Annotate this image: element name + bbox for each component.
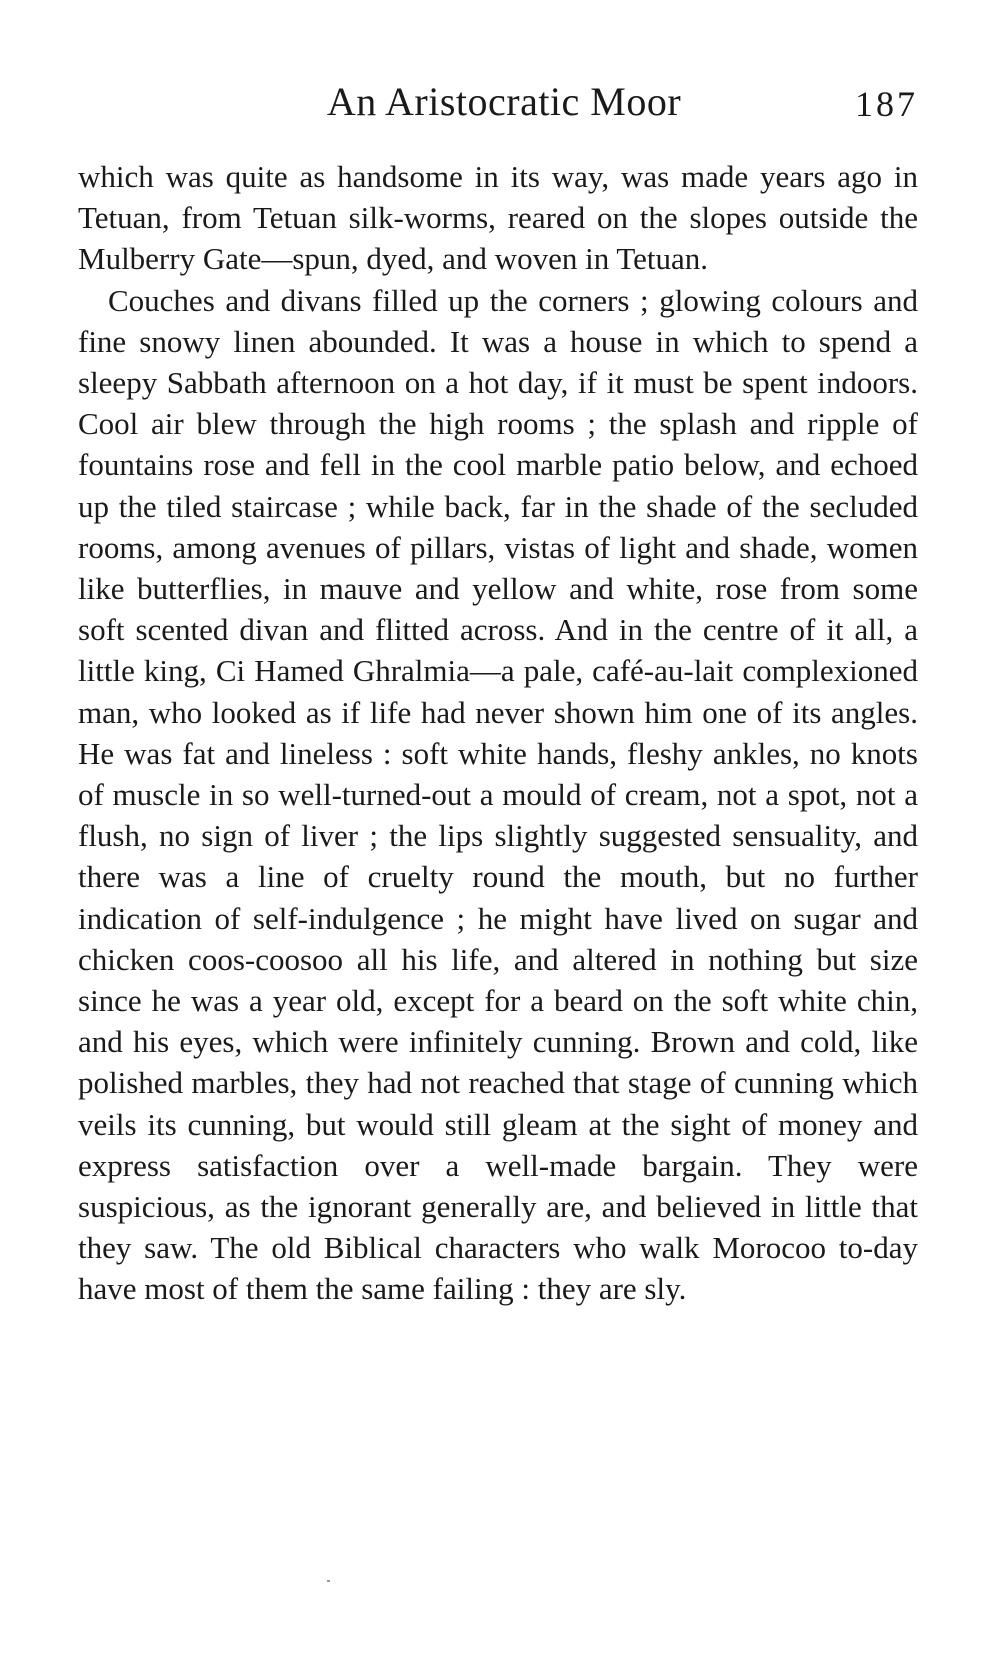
- paragraph: Couches and divans filled up the corners ; glowing colours and fine snowy linen abounded. It was a house in which to spend a sleepy Sabbath afternoon on a hot day, if it must be spent indoors. Cool air blew through the high rooms ; the splash and ripple of fountains rose and fell in the cool marble patio below, and echoed up the tiled staircase ; while back, far in the shade of the secluded rooms, among avenues of pillars, vistas of light and shade, women like butterflies, in mauve and yellow and white, rose from some soft scented divan and flitted across. And in the centre of it all, a little king, Ci Hamed Ghralmia—a pale, café-au-lait complexioned man, who looked as if life had never shown him one of its angles. He was fat and lineless : soft white hands, fleshy ankles, no knots of muscle in so well-turned-out a mould of cream, not a spot, not a flush, no sign of liver ; the lips slightly suggested sensuality, and there was a line of cruelty round the mouth, but no further indication of self-indulgence ; he might have lived on sugar and chicken coos-coosoo all his life, and altered in nothing but size since he was a year old, except for a beard on the soft white chin, and his eyes, which were infinitely cunning. Brown and cold, like polished marbles, they had not reached that stage of cunning which veils its cunning, but would still gleam at the sight of money and express satisfaction over a well-made bargain. They were suspicious, as the ignorant generally are, and believed in little that they saw. The old Biblical characters who walk Morocoo to-day have most of them the same failing : they are sly.: [78, 282, 918, 1307]
- body-text: [78, 156, 918, 1310]
- paragraph-continued: which was quite as handsome in its way, was made years ago in Tetuan, from Tetuan silk-worms, reared on the slopes outside the Mulberry Gate—spun, dyed, and woven in Tetuan.: [78, 159, 918, 277]
- running-head: [0, 76, 1000, 128]
- running-title: An Aristocratic Moor: [326, 79, 682, 124]
- page-number: 187: [855, 84, 918, 124]
- print-speck: [327, 1580, 330, 1582]
